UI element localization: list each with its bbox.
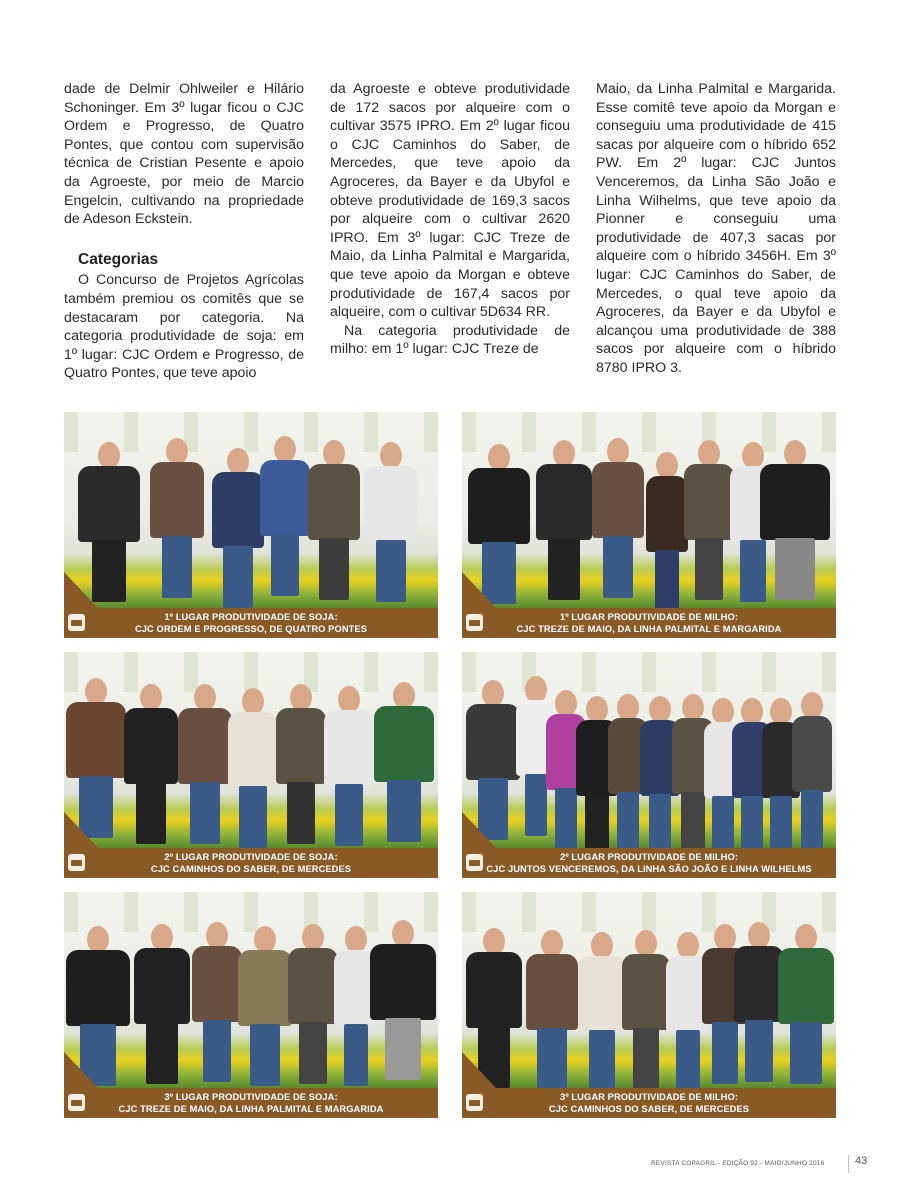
paragraph: dade de Delmir Ohlweiler e Hilário Schoninger. Em 3º lugar ficou o CJC Ordem e Progresso, de Quatro Pontes, que contou com supervisão técnica de Cristian Pesente e apoio da Agroeste, por meio de Marcio Engelcin, cultivando na propriedade de Adeson Eckstein.	[64, 81, 304, 228]
page-number: 43	[855, 1155, 868, 1167]
copagril-logo-icon	[466, 614, 483, 631]
caption-line-1: 1º LUGAR PRODUTIVIDADE DE SOJA:	[164, 612, 338, 622]
caption-corner	[64, 572, 98, 608]
publication-footer: REVISTA COPAGRIL - EDIÇÃO 92 - MAIO/JUNHO 2016	[651, 1160, 825, 1167]
caption-line-2: CJC CAMINHOS DO SABER, DE MERCEDES	[150, 864, 352, 874]
paragraph: Na categoria produtividade de milho: em 1º lugar: CJC Treze de	[330, 322, 570, 358]
footer-divider	[848, 1155, 849, 1173]
caption-line-2: CJC CAMINHOS DO SABER, DE MERCEDES	[548, 1104, 750, 1114]
text-column-2	[330, 80, 570, 359]
copagril-logo-icon	[68, 614, 85, 631]
award-photo	[462, 652, 836, 878]
photo-caption	[462, 1088, 836, 1118]
caption-line-1: 2º LUGAR PRODUTIVIDADE DE MILHO:	[559, 852, 739, 862]
caption-line-1: 2º LUGAR PRODUTIVIDADE DE SOJA:	[164, 852, 338, 862]
copagril-logo-icon	[68, 1094, 85, 1111]
caption-line-2: CJC ORDEM E PROGRESSO, DE QUATRO PONTES	[134, 624, 368, 634]
caption-line-2: CJC TREZE DE MAIO, DA LINHA PALMITAL E MARGARIDA	[118, 1104, 384, 1114]
section-heading: Categorias	[78, 250, 159, 268]
copagril-logo-icon	[466, 854, 483, 871]
photo-caption	[64, 848, 438, 878]
caption-line-2: CJC JUNTOS VENCEREMOS, DA LINHA SÃO JOÃO E LINHA WILHELMS	[486, 864, 812, 874]
copagril-logo-icon	[68, 854, 85, 871]
caption-corner	[462, 812, 496, 848]
paragraph: da Agroeste e obteve produtividade de 172 sacos por alqueire com o cultivar 3575 IPRO. Em 2º lugar ficou o CJC Caminhos do Saber, de Mercedes, que teve apoio da Agroceres, da Bayer e da Ubyfol e obteve produtividade de 169,3 sacos por alqueire com o cultivar 2620 IPRO. Em 3º lugar: CJC Treze de Maio, da Linha Palmital e Margarida, que teve apoio da Morgan e obteve produtividade de 167,4 sacos por alqueire, com o cultivar 5D634 RR.	[330, 81, 570, 321]
award-photo	[462, 892, 836, 1118]
caption-corner	[64, 812, 98, 848]
caption-line-1: 3º LUGAR PRODUTIVIDADE DE MILHO:	[559, 1092, 739, 1102]
award-photo	[64, 892, 438, 1118]
caption-line-1: 1º LUGAR PRODUTIVIDADE DE MILHO:	[559, 612, 739, 622]
copagril-logo-icon	[466, 1094, 483, 1111]
text-column-1	[64, 80, 304, 383]
caption-line-1: 3º LUGAR PRODUTIVIDADE DE SOJA:	[164, 1092, 338, 1102]
award-photo	[64, 412, 438, 638]
photo-caption	[462, 848, 836, 878]
caption-corner	[462, 1052, 496, 1088]
text-column-3	[596, 80, 836, 378]
award-photo	[64, 652, 438, 878]
photo-caption	[64, 1088, 438, 1118]
award-photo	[462, 412, 836, 638]
photo-caption	[64, 608, 438, 638]
photo-caption	[462, 608, 836, 638]
paragraph: O Concurso de Projetos Agrícolas também premiou os comitês que se destacaram por categoria. Na categoria produtividade de soja: em 1º lugar: CJC Ordem e Progresso, de Quatro Pontes, que teve apoio	[64, 272, 304, 382]
caption-corner	[462, 572, 496, 608]
caption-line-2: CJC TREZE DE MAIO, DA LINHA PALMITAL E MARGARIDA	[516, 624, 782, 634]
caption-corner	[64, 1052, 98, 1088]
paragraph: Maio, da Linha Palmital e Margarida. Esse comitê teve apoio da Morgan e conseguiu uma produtividade de 415 sacas por alqueire com o híbrido 652 PW. Em 2º lugar: CJC Juntos Venceremos, da Linha São João e Linha Wilhelms, que teve apoio da Pionner e conseguiu uma produtividade de 407,3 sacas por alqueire com o híbrido 3456H. Em 3º lugar: CJC Caminhos do Saber, de Mercedes, o qual teve apoio da Agroceres, da Bayer e da Ubyfol e alcançou uma produtividade de 388 sacos por alqueire com o híbrido 8780 IPRO 3.	[596, 81, 836, 376]
